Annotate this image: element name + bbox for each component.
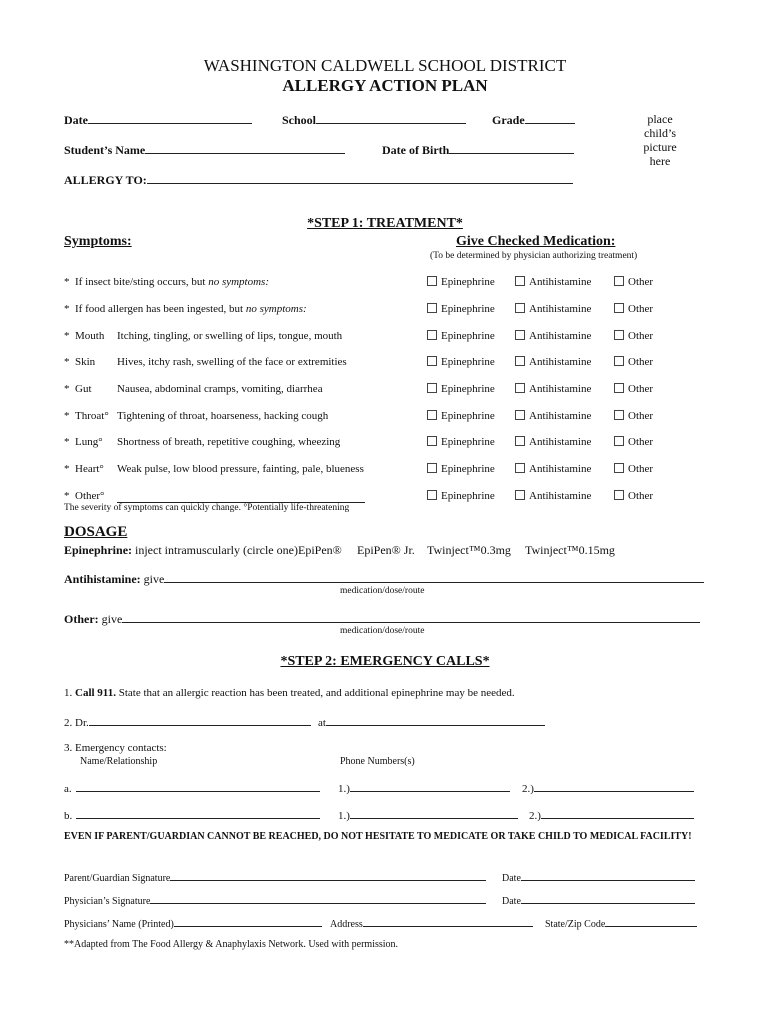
medication-option-label: Epinephrine	[441, 490, 495, 502]
medication-option-label: Epinephrine	[441, 463, 495, 475]
epinephrine-checkbox[interactable]	[427, 303, 495, 315]
checkbox-icon[interactable]	[427, 410, 437, 420]
contact-b-name-field[interactable]	[64, 807, 320, 822]
antihistamine-field[interactable]	[64, 571, 704, 587]
allergy-label: ALLERGY TO:	[64, 173, 147, 187]
symptoms-heading: Symptoms:	[64, 234, 132, 249]
antihistamine-checkbox[interactable]	[515, 383, 591, 395]
condition-emphasis: no symptoms:	[208, 276, 270, 288]
other-checkbox[interactable]	[614, 490, 653, 502]
contact-a-phone2-field[interactable]	[522, 780, 694, 795]
epinephrine-checkbox[interactable]	[427, 330, 495, 342]
call-911-line	[64, 687, 515, 699]
grade-field[interactable]	[492, 112, 575, 128]
other-checkbox[interactable]	[614, 463, 653, 475]
checkbox-icon[interactable]	[614, 410, 624, 420]
checkbox-icon[interactable]	[614, 490, 624, 500]
other-checkbox[interactable]	[614, 410, 653, 422]
checkbox-icon[interactable]	[427, 303, 437, 313]
medication-option-label: Other	[628, 490, 654, 502]
other-checkbox[interactable]	[614, 383, 653, 395]
phone-numbers-label: Phone Numbers(s)	[340, 756, 415, 767]
other-checkbox[interactable]	[614, 303, 653, 315]
checkbox-icon[interactable]	[614, 356, 624, 366]
checkbox-icon[interactable]	[427, 276, 437, 286]
checkbox-icon[interactable]	[614, 330, 624, 340]
antihistamine-checkbox[interactable]	[515, 436, 591, 448]
epinephrine-checkbox[interactable]	[427, 490, 495, 502]
photo-text-4: here	[649, 154, 671, 168]
checkbox-icon[interactable]	[427, 436, 437, 446]
medication-option-label: Epinephrine	[441, 330, 495, 342]
medication-option-label: Antihistamine	[529, 490, 592, 502]
state-zip-label: State/Zip Code	[545, 919, 606, 930]
symptom-area: Throat°	[75, 410, 109, 422]
call-911-label: Call 911.	[75, 687, 116, 699]
symptom-bullet: *	[64, 436, 70, 448]
contact-b-label: b.	[64, 810, 73, 822]
medication-option-label: Epinephrine	[441, 276, 495, 288]
symptom-area: Lung°	[75, 436, 103, 448]
symptom-area: Mouth	[75, 330, 105, 342]
medication-option-label: Epinephrine	[441, 303, 495, 315]
antihistamine-checkbox[interactable]	[515, 356, 591, 368]
contact-b-phone1-field[interactable]	[338, 807, 518, 822]
symptom-bullet: *	[64, 276, 70, 288]
other-checkbox[interactable]	[614, 356, 653, 368]
other-checkbox[interactable]	[614, 436, 653, 448]
epinephrine-checkbox[interactable]	[427, 463, 495, 475]
photo-text-2: child’s	[644, 126, 676, 140]
medication-option-label: Antihistamine	[529, 436, 592, 448]
physician-name-label: Physicians’ Name (Printed)	[64, 919, 174, 930]
checkbox-icon[interactable]	[515, 410, 525, 420]
physician-name-field[interactable]	[64, 915, 322, 930]
contact-a-phone2-label: 2.)	[522, 783, 534, 795]
condition-text: If insect bite/sting occurs, but	[75, 276, 209, 288]
at-label: at	[318, 717, 326, 729]
symptom-bullet: *	[64, 410, 70, 422]
checkbox-icon[interactable]	[614, 463, 624, 473]
photo-placeholder	[620, 112, 700, 168]
checkbox-icon[interactable]	[515, 330, 525, 340]
medication-option-label: Antihistamine	[529, 356, 592, 368]
other-checkbox[interactable]	[614, 276, 653, 288]
symptom-area: Heart°	[75, 463, 104, 475]
no-symptom-condition	[75, 276, 269, 288]
other-symptom-field[interactable]	[117, 490, 365, 503]
medication-option-label: Antihistamine	[529, 383, 592, 395]
checkbox-icon[interactable]	[515, 463, 525, 473]
symptom-description: Weak pulse, low blood pressure, fainting, pale, blueness	[117, 463, 364, 475]
address-label: Address	[330, 919, 363, 930]
no-symptom-condition	[75, 303, 307, 315]
medication-option-label: Other	[628, 436, 654, 448]
parent-signature-label: Parent/Guardian Signature	[64, 873, 171, 884]
checkbox-icon[interactable]	[427, 490, 437, 500]
medication-option-label: Antihistamine	[529, 276, 592, 288]
other-caption: medication/dose/route	[340, 626, 425, 636]
condition-text: If food allergen has been ingested, but	[75, 303, 246, 315]
school-label: School	[282, 113, 317, 127]
symptom-area: Skin	[75, 356, 96, 368]
photo-text-1: place	[647, 112, 673, 126]
contact-a-phone1-label: 1.)	[338, 783, 350, 795]
footer-credit: **Adapted from The Food Allergy & Anaphylaxis Network. Used with permission.	[64, 939, 399, 950]
epinephrine-dosage-line	[64, 543, 298, 558]
call-911-text: State that an allergic reaction has been treated, and additional epinephrine may be needed.	[118, 687, 515, 699]
checkbox-icon[interactable]	[614, 276, 624, 286]
medication-option-label: Other	[628, 330, 654, 342]
medication-option-label: Epinephrine	[441, 410, 495, 422]
condition-emphasis: no symptoms:	[245, 303, 307, 315]
antihistamine-checkbox[interactable]	[515, 303, 591, 315]
medication-option-label: Other	[628, 383, 654, 395]
emergency-contacts-label: 3. Emergency contacts:	[64, 742, 167, 754]
symptom-area: Other°	[75, 490, 105, 502]
doctor-label: 2. Dr.	[64, 717, 89, 729]
symptom-bullet: *	[64, 490, 70, 502]
contact-a-name-field[interactable]	[64, 780, 320, 795]
call-number: 1.	[64, 687, 73, 699]
grade-label: Grade	[492, 113, 525, 127]
medicate-warning: EVEN IF PARENT/GUARDIAN CANNOT BE REACHED, DO NOT HESITATE TO MEDICATE OR TAKE CHILD TO MEDICAL FACILITY!	[64, 831, 692, 842]
symptom-area: Gut	[75, 383, 92, 395]
contact-b-phone2-label: 2.)	[529, 810, 541, 822]
epipen-option[interactable]: EpiPen®	[298, 543, 342, 557]
district-name: WASHINGTON CALDWELL SCHOOL DISTRICT	[203, 56, 567, 75]
symptom-bullet: *	[64, 463, 70, 475]
twinject-015-option[interactable]: Twinject™0.15mg	[525, 543, 615, 557]
contact-b-phone1-label: 1.)	[338, 810, 350, 822]
parent-signature-field[interactable]	[64, 869, 486, 884]
date-field[interactable]	[64, 112, 252, 128]
date-label: Date	[64, 113, 88, 127]
other-checkbox[interactable]	[614, 330, 653, 342]
checkbox-icon[interactable]	[515, 276, 525, 286]
medication-option-label: Antihistamine	[529, 330, 592, 342]
epinephrine-checkbox[interactable]	[427, 356, 495, 368]
address-field[interactable]	[330, 915, 533, 930]
antihistamine-checkbox[interactable]	[515, 330, 591, 342]
epinephrine-checkbox[interactable]	[427, 410, 495, 422]
physician-signature-label: Physician’s Signature	[64, 896, 151, 907]
antihistamine-caption: medication/dose/route	[340, 586, 425, 596]
antihistamine-checkbox[interactable]	[515, 463, 591, 475]
medication-option-label: Antihistamine	[529, 303, 592, 315]
physician-date-field[interactable]	[502, 892, 695, 907]
epinephrine-label: Epinephrine:	[64, 543, 133, 557]
checkbox-icon[interactable]	[515, 490, 525, 500]
checkbox-icon[interactable]	[515, 356, 525, 366]
contact-a-label: a.	[64, 783, 72, 795]
symptom-description: Itching, tingling, or swelling of lips, tongue, mouth	[117, 330, 343, 342]
step2-title: *STEP 2: EMERGENCY CALLS*	[280, 654, 490, 669]
symptom-description: Hives, itchy rash, swelling of the face or extremities	[117, 356, 347, 368]
symptom-bullet: *	[64, 330, 70, 342]
student-name-field[interactable]	[64, 142, 345, 158]
doctor-field[interactable]	[64, 714, 311, 729]
name-relationship-label: Name/Relationship	[80, 756, 158, 767]
state-zip-field[interactable]	[545, 915, 697, 930]
physician-note: (To be determined by physician authorizing treatment)	[430, 251, 638, 261]
symptom-bullet: *	[64, 356, 70, 368]
medication-option-label: Other	[628, 463, 654, 475]
contact-a-phone1-field[interactable]	[338, 780, 510, 795]
checkbox-icon[interactable]	[427, 383, 437, 393]
antihistamine-label: Antihistamine:	[64, 572, 141, 586]
epinephrine-checkbox[interactable]	[427, 436, 495, 448]
step1-title: *STEP 1: TREATMENT*	[307, 216, 463, 231]
medication-option-label: Antihistamine	[529, 463, 592, 475]
medication-option-label: Antihistamine	[529, 410, 592, 422]
checkbox-icon[interactable]	[614, 383, 624, 393]
medication-option-label: Other	[628, 356, 654, 368]
parent-date-label: Date	[502, 873, 521, 884]
checkbox-icon[interactable]	[515, 303, 525, 313]
epinephrine-instruction: inject intramuscularly (circle one)	[135, 543, 298, 557]
medication-option-label: Other	[628, 410, 654, 422]
epinephrine-checkbox[interactable]	[427, 383, 495, 395]
antihistamine-checkbox[interactable]	[515, 410, 591, 422]
symptom-description: Shortness of breath, repetitive coughing, wheezing	[117, 436, 341, 448]
epinephrine-checkbox[interactable]	[427, 276, 495, 288]
checkbox-icon[interactable]	[427, 330, 437, 340]
physician-signature-field[interactable]	[64, 892, 486, 907]
give-medication-heading: Give Checked Medication:	[456, 234, 616, 249]
medication-option-label: Epinephrine	[441, 383, 495, 395]
checkbox-icon[interactable]	[515, 436, 525, 446]
photo-text-3: picture	[643, 140, 677, 154]
checkbox-icon[interactable]	[427, 463, 437, 473]
school-field[interactable]	[282, 112, 466, 128]
twinject-03-option[interactable]: Twinject™0.3mg	[427, 543, 511, 557]
parent-date-field[interactable]	[502, 869, 695, 884]
medication-option-label: Epinephrine	[441, 356, 495, 368]
doctor-phone-field[interactable]	[318, 714, 545, 729]
medication-option-label: Other	[628, 276, 654, 288]
dob-label: Date of Birth	[382, 143, 450, 157]
checkbox-icon[interactable]	[614, 436, 624, 446]
allergy-field[interactable]	[64, 172, 573, 188]
medication-option-label: Epinephrine	[441, 436, 495, 448]
severity-note: The severity of symptoms can quickly change. °Potentially life-threatening	[64, 503, 350, 513]
checkbox-icon[interactable]	[515, 383, 525, 393]
antihistamine-checkbox[interactable]	[515, 490, 591, 502]
symptom-bullet: *	[64, 383, 70, 395]
date-of-birth-field[interactable]	[382, 142, 574, 158]
page-title: ALLERGY ACTION PLAN	[282, 76, 488, 95]
checkbox-icon[interactable]	[614, 303, 624, 313]
antihistamine-give: give	[143, 572, 165, 586]
symptom-description: Tightening of throat, hoarseness, hacking cough	[117, 410, 329, 422]
physician-date-label: Date	[502, 896, 521, 907]
student-name-label: Student’s Name	[64, 143, 146, 157]
other-label: Other:	[64, 612, 99, 626]
other-medication-field[interactable]	[64, 611, 700, 627]
medication-option-label: Other	[628, 303, 654, 315]
symptom-description: Nausea, abdominal cramps, vomiting, diarrhea	[117, 383, 323, 395]
dosage-heading: DOSAGE	[64, 524, 128, 540]
contact-b-phone2-field[interactable]	[529, 807, 694, 822]
symptom-bullet: *	[64, 303, 70, 315]
epipen-jr-option[interactable]: EpiPen® Jr.	[357, 543, 415, 557]
checkbox-icon[interactable]	[427, 356, 437, 366]
other-give: give	[101, 612, 123, 626]
antihistamine-checkbox[interactable]	[515, 276, 591, 288]
